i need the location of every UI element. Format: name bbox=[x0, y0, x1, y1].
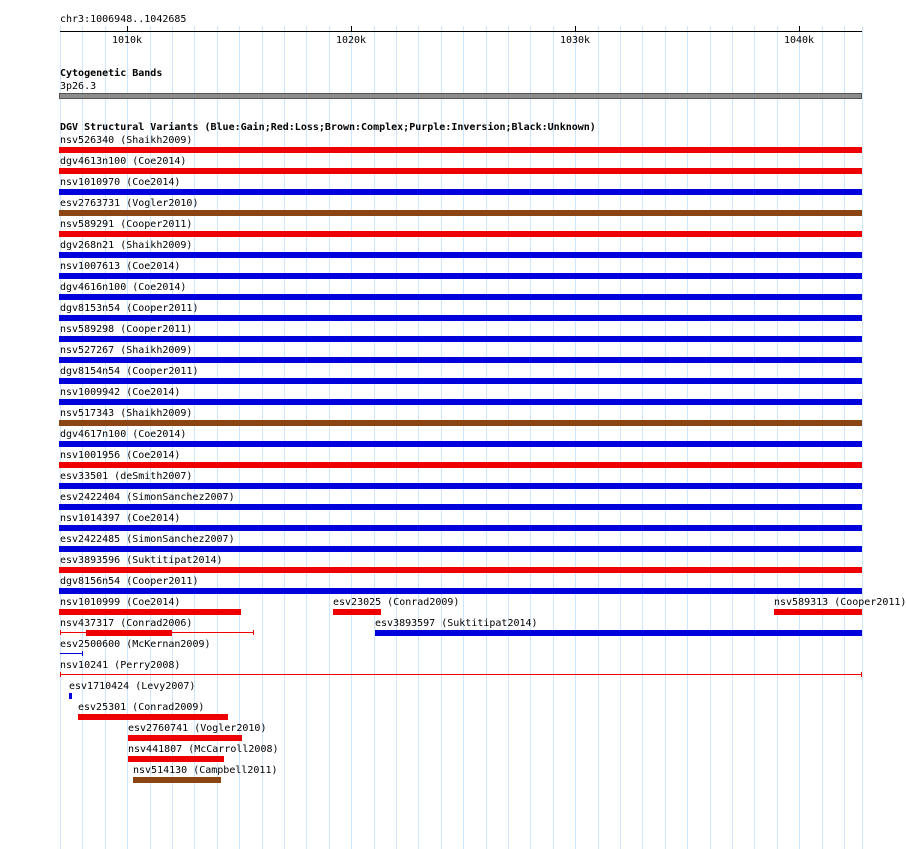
ruler-tick bbox=[127, 26, 128, 32]
variant-label[interactable]: nsv526340 (Shaikh2009) bbox=[60, 135, 193, 146]
variant-feature[interactable] bbox=[59, 168, 862, 174]
variant-label[interactable]: nsv1007613 (Coe2014) bbox=[60, 261, 181, 272]
variant-label[interactable]: esv2422485 (SimonSanchez2007) bbox=[60, 534, 235, 545]
variant-label[interactable]: esv23025 (Conrad2009) bbox=[333, 597, 460, 608]
variant-label[interactable]: esv3893596 (Suktitipat2014) bbox=[60, 555, 223, 566]
cytoband-track-title[interactable]: Cytogenetic Bands bbox=[60, 68, 163, 79]
variant-label[interactable]: nsv514130 (Campbell2011) bbox=[133, 765, 278, 776]
variant-label[interactable]: esv2763731 (Vogler2010) bbox=[60, 198, 199, 209]
variant-feature[interactable] bbox=[59, 273, 862, 279]
variant-label[interactable]: dgv4617n100 (Coe2014) bbox=[60, 429, 187, 440]
variant-label[interactable]: esv3893597 (Suktitipat2014) bbox=[375, 618, 538, 629]
variant-feature[interactable] bbox=[59, 567, 862, 573]
variant-label[interactable]: nsv10241 (Perry2008) bbox=[60, 660, 181, 671]
dgv-track-title[interactable]: DGV Structural Variants (Blue:Gain;Red:Loss;Brown:Complex;Purple:Inversion;Black:Unknown) bbox=[60, 122, 596, 133]
cytoband-bar[interactable] bbox=[59, 93, 862, 99]
variant-feature[interactable] bbox=[59, 189, 862, 195]
variant-label[interactable]: dgv4613n100 (Coe2014) bbox=[60, 156, 187, 167]
variant-feature[interactable] bbox=[59, 483, 862, 489]
variant-feature[interactable] bbox=[69, 693, 72, 699]
variant-label[interactable]: dgv8153n54 (Cooper2011) bbox=[60, 303, 199, 314]
variant-feature[interactable] bbox=[59, 336, 862, 342]
variant-feature[interactable] bbox=[774, 609, 862, 615]
variant-label[interactable]: dgv4616n100 (Coe2014) bbox=[60, 282, 187, 293]
ruler-axis bbox=[60, 31, 862, 32]
variant-label[interactable]: nsv589313 (Cooper2011) bbox=[774, 597, 906, 608]
variant-feature[interactable] bbox=[128, 756, 224, 762]
variant-feature[interactable] bbox=[59, 462, 862, 468]
variant-label[interactable]: nsv1014397 (Coe2014) bbox=[60, 513, 181, 524]
ruler-tick-label: 1030k bbox=[559, 35, 591, 46]
variant-label[interactable]: esv2500600 (McKernan2009) bbox=[60, 639, 211, 650]
variant-feature[interactable] bbox=[60, 674, 862, 675]
position-readout: chr3:1006948..1042685 bbox=[60, 14, 187, 25]
variant-endcap bbox=[60, 672, 61, 677]
variant-label[interactable]: esv33501 (deSmith2007) bbox=[60, 471, 193, 482]
variant-label[interactable]: dgv8154n54 (Cooper2011) bbox=[60, 366, 199, 377]
variant-feature[interactable] bbox=[59, 588, 862, 594]
variant-endcap bbox=[82, 651, 83, 656]
variant-feature[interactable] bbox=[59, 294, 862, 300]
variant-feature[interactable] bbox=[59, 525, 862, 531]
variant-label[interactable]: nsv589298 (Cooper2011) bbox=[60, 324, 193, 335]
variant-feature[interactable] bbox=[59, 420, 862, 426]
variant-label[interactable]: nsv1010970 (Coe2014) bbox=[60, 177, 181, 188]
ruler-tick bbox=[799, 26, 800, 32]
variant-label[interactable]: esv1710424 (Levy2007) bbox=[69, 681, 196, 692]
variant-feature[interactable] bbox=[59, 399, 862, 405]
variant-label[interactable]: esv2422404 (SimonSanchez2007) bbox=[60, 492, 235, 503]
variant-feature[interactable] bbox=[59, 315, 862, 321]
variant-label[interactable]: esv2760741 (Vogler2010) bbox=[128, 723, 267, 734]
variant-feature[interactable] bbox=[133, 777, 221, 783]
variant-label[interactable]: esv25301 (Conrad2009) bbox=[78, 702, 205, 713]
variant-feature[interactable] bbox=[59, 504, 862, 510]
ruler-tick-label: 1040k bbox=[783, 35, 815, 46]
variant-label[interactable]: nsv517343 (Shaikh2009) bbox=[60, 408, 193, 419]
variant-feature[interactable] bbox=[59, 378, 862, 384]
variant-feature[interactable] bbox=[375, 630, 862, 636]
variant-feature[interactable] bbox=[59, 546, 862, 552]
variant-feature[interactable] bbox=[78, 714, 228, 720]
variant-endcap bbox=[60, 630, 61, 635]
variant-endcap bbox=[253, 630, 254, 635]
variant-label[interactable]: nsv1001956 (Coe2014) bbox=[60, 450, 181, 461]
ruler-tick-label: 1020k bbox=[335, 35, 367, 46]
variant-label[interactable]: nsv1010999 (Coe2014) bbox=[60, 597, 181, 608]
variant-label[interactable]: dgv268n21 (Shaikh2009) bbox=[60, 240, 193, 251]
variant-feature[interactable] bbox=[333, 609, 381, 615]
ruler-tick bbox=[575, 26, 576, 32]
variant-label[interactable]: nsv589291 (Cooper2011) bbox=[60, 219, 193, 230]
variant-feature[interactable] bbox=[86, 630, 172, 636]
variant-label[interactable]: nsv441807 (McCarroll2008) bbox=[128, 744, 279, 755]
variant-feature[interactable] bbox=[59, 231, 862, 237]
variant-feature[interactable] bbox=[59, 210, 862, 216]
variant-label[interactable]: dgv8156n54 (Cooper2011) bbox=[60, 576, 199, 587]
variant-feature[interactable] bbox=[128, 735, 242, 741]
variant-feature[interactable] bbox=[60, 653, 83, 654]
variant-feature[interactable] bbox=[59, 252, 862, 258]
variant-label[interactable]: nsv1009942 (Coe2014) bbox=[60, 387, 181, 398]
variant-feature[interactable] bbox=[59, 147, 862, 153]
ruler-tick-label: 1010k bbox=[111, 35, 143, 46]
variant-label[interactable]: nsv527267 (Shaikh2009) bbox=[60, 345, 193, 356]
variant-endcap bbox=[861, 672, 862, 677]
cytoband-label: 3p26.3 bbox=[60, 81, 97, 92]
variant-feature[interactable] bbox=[59, 441, 862, 447]
variant-feature[interactable] bbox=[59, 357, 862, 363]
variant-label[interactable]: nsv437317 (Conrad2006) bbox=[60, 618, 193, 629]
ruler-tick bbox=[351, 26, 352, 32]
variant-feature[interactable] bbox=[59, 609, 241, 615]
